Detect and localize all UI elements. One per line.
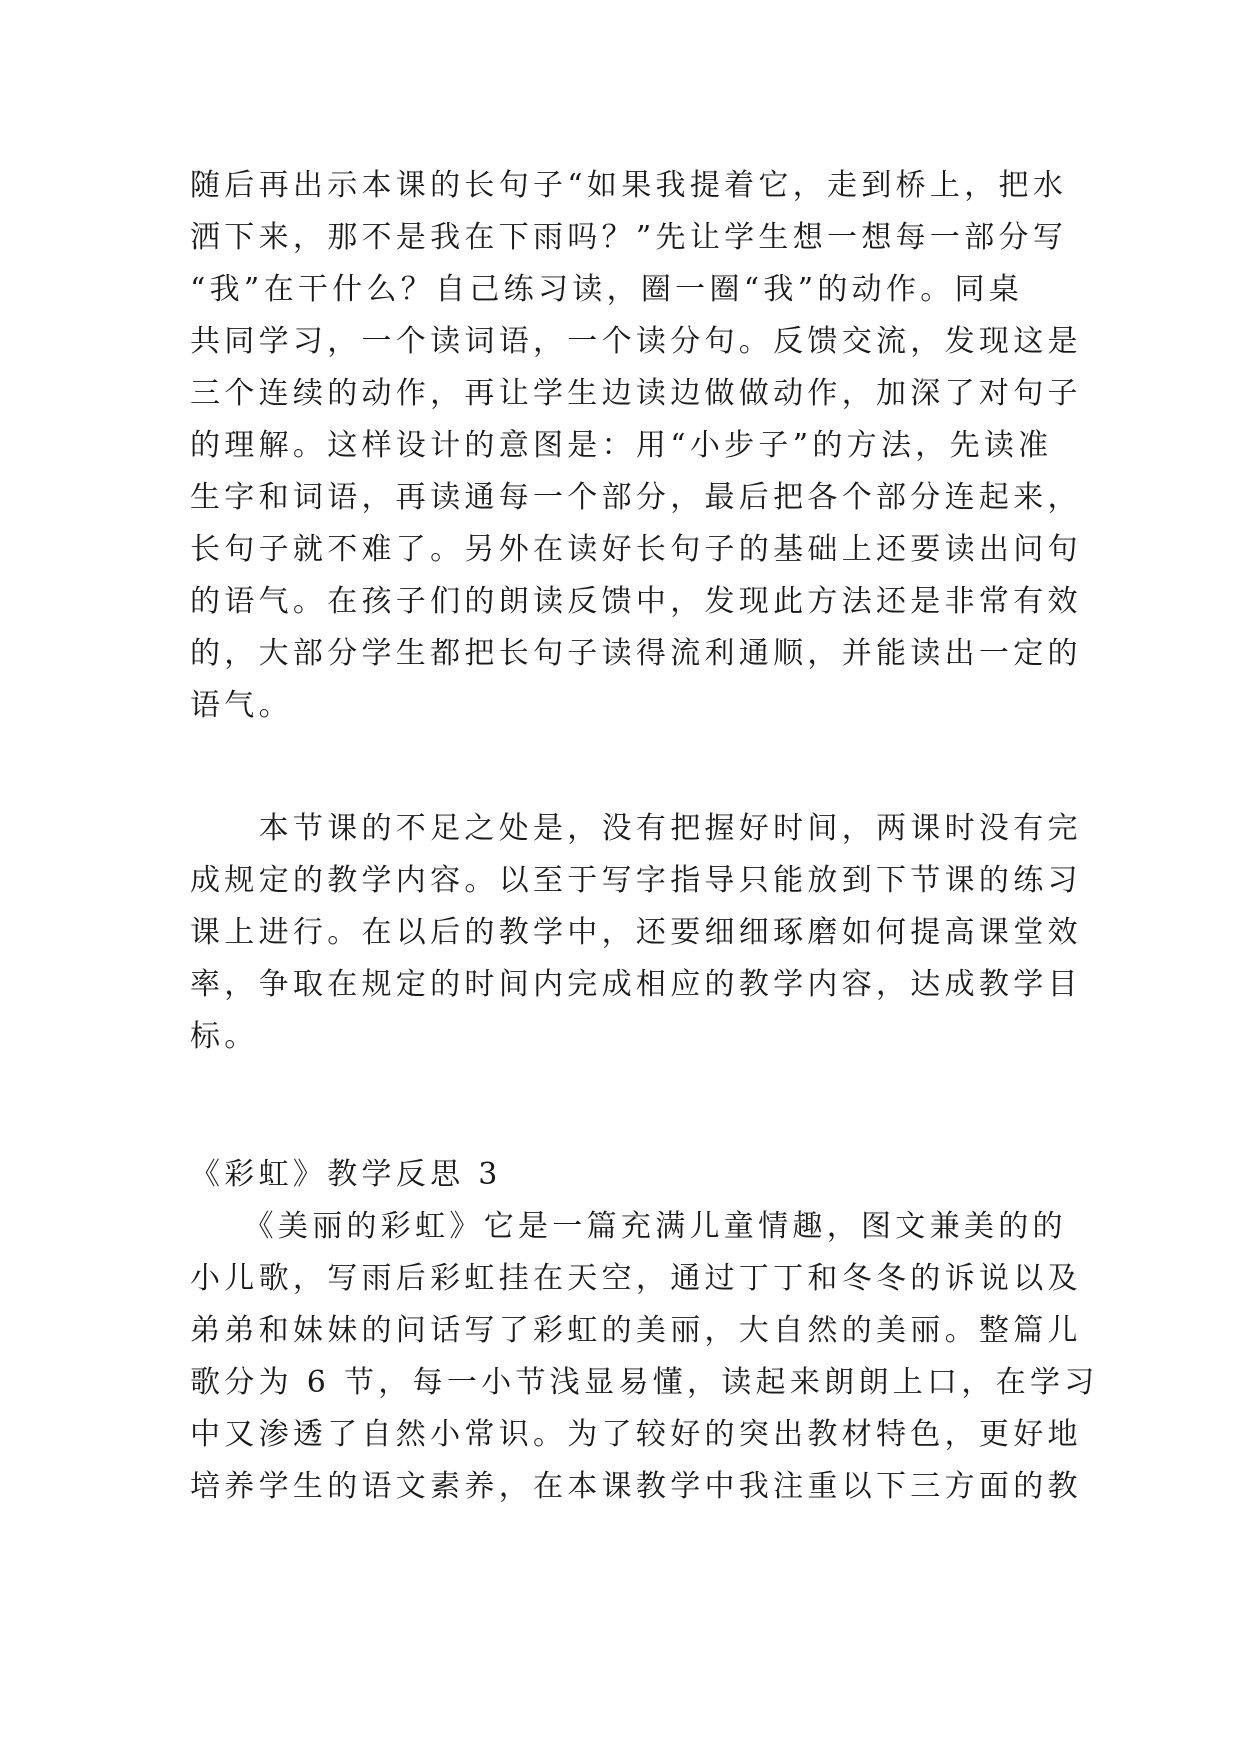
text-line: 中又渗透了自然小常识。为了较好的突出教材特色，更好地 [190, 1417, 1082, 1452]
section-title-text: 《彩虹》教学反思 3 [190, 1157, 502, 1192]
text-line: 的，大部分学生都把长句子读得流利通顺，并能读出一定的 [190, 636, 1082, 671]
text-line: 共同学习，一个读词语，一个读分句。反馈交流，发现这是 [190, 324, 1082, 359]
text-line: 语气。 [190, 688, 293, 723]
text-line: 本节课的不足之处是，没有把握好时间，两课时没有完 [190, 811, 1082, 846]
text-line: “我”在干什么？自己练习读，圈一圈“我”的动作。同桌 [190, 272, 1024, 307]
paragraph-2 [190, 803, 1082, 1063]
text-line: 洒下来，那不是我在下雨吗？”先让学生想一想每一部分写 [190, 220, 1068, 255]
text-line: 《美丽的彩虹》它是一篇充满儿童情趣，图文兼美的的 [190, 1209, 1067, 1244]
text-line: 小儿歌，写雨后彩虹挂在天空，通过丁丁和冬冬的诉说以及 [190, 1261, 1082, 1296]
text-line: 歌分为 6 节，每一小节浅显易懂，读起来朗朗上口，在学习 [190, 1365, 1099, 1400]
text-line: 率，争取在规定的时间内完成相应的教学内容，达成教学目 [190, 967, 1082, 1002]
text-line: 标。 [190, 1019, 259, 1054]
text-line: 成规定的教学内容。以至于写字指导只能放到下节课的练习 [190, 863, 1082, 898]
text-line: 三个连续的动作，再让学生边读边做做动作，加深了对句子 [190, 376, 1082, 411]
section-title [190, 1149, 1060, 1201]
paragraph-1 [190, 160, 1082, 732]
text-line: 的语气。在孩子们的朗读反馈中，发现此方法还是非常有效 [190, 584, 1082, 619]
text-line: 课上进行。在以后的教学中，还要细细琢磨如何提高课堂效 [190, 915, 1082, 950]
text-line: 长句子就不难了。另外在读好长句子的基础上还要读出问句 [190, 532, 1082, 567]
text-line: 随后再出示本课的长句子“如果我提着它，走到桥上，把水 [190, 168, 1068, 203]
text-line: 的理解。这样设计的意图是：用“小步子”的方法，先读准 [190, 428, 1053, 463]
text-line: 弟弟和妹妹的问话写了彩虹的美丽，大自然的美丽。整篇儿 [190, 1313, 1082, 1348]
text-line: 生字和词语，再读通每一个部分，最后把各个部分连起来， [190, 480, 1082, 515]
text-line: 培养学生的语文素养，在本课教学中我注重以下三方面的教 [190, 1469, 1082, 1504]
paragraph-3 [190, 1201, 1099, 1513]
